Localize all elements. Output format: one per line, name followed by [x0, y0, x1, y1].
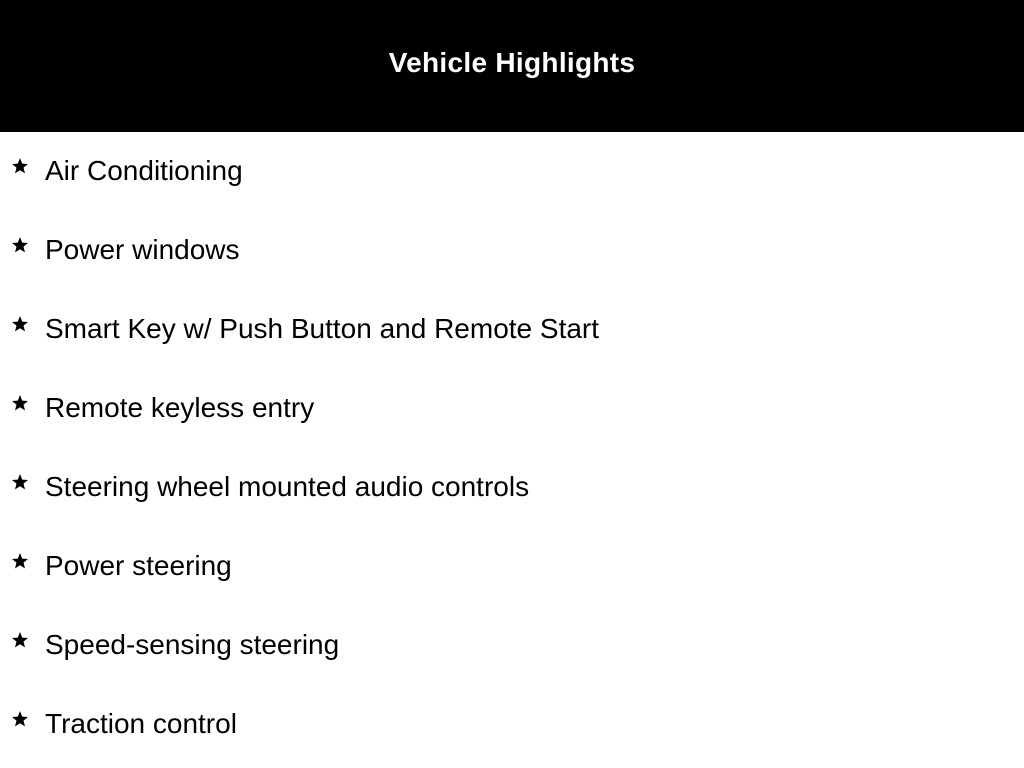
list-item-label: Air Conditioning [45, 155, 243, 186]
list-item-label: Steering wheel mounted audio controls [45, 471, 530, 502]
page-title: Vehicle Highlights [388, 47, 636, 78]
star-icon [10, 393, 30, 413]
list-item-label: Speed-sensing steering [45, 629, 340, 660]
list-item [0, 527, 1024, 606]
list-item [0, 211, 1024, 290]
star-icon [10, 314, 30, 334]
list-item-label: Power steering [45, 550, 232, 581]
star-icon [10, 472, 30, 492]
highlights-list [0, 132, 1024, 764]
list-item [0, 290, 1024, 369]
list-item-label: Smart Key w/ Push Button and Remote Start [45, 313, 600, 344]
star-icon [10, 551, 30, 571]
list-item [0, 369, 1024, 448]
list-item [0, 685, 1024, 764]
star-icon [10, 235, 30, 255]
list-item [0, 448, 1024, 527]
list-item [0, 132, 1024, 211]
list-item-label: Remote keyless entry [45, 392, 315, 423]
header-bar [0, 0, 1024, 132]
list-item-label: Traction control [45, 708, 237, 739]
star-icon [10, 630, 30, 650]
list-item [0, 606, 1024, 685]
star-icon [10, 156, 30, 176]
list-item-label: Power windows [45, 234, 240, 265]
star-icon [10, 709, 30, 729]
